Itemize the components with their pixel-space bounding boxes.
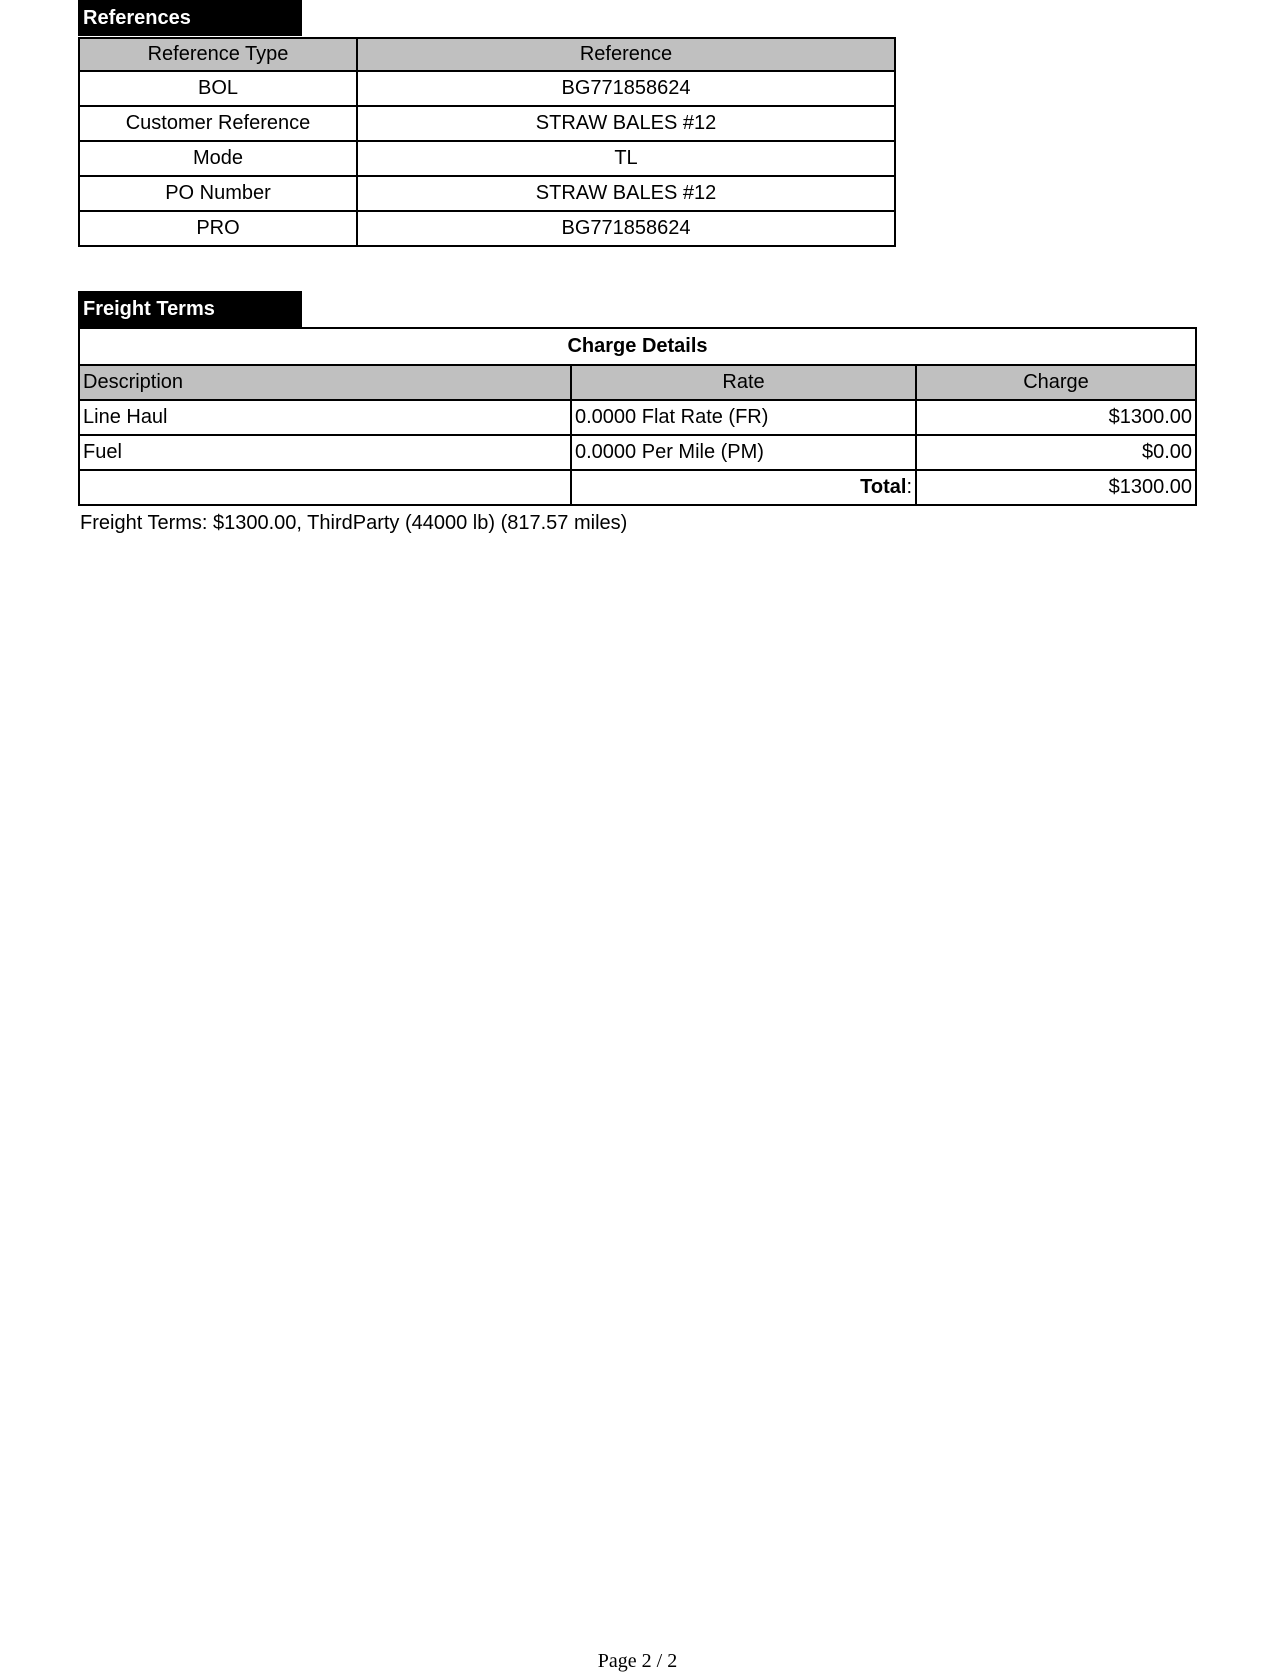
total-value-cell: $1300.00 (916, 470, 1196, 505)
references-section-title: References (78, 0, 302, 36)
column-header-reference-type: Reference Type (79, 38, 357, 71)
total-row (79, 470, 1196, 505)
total-label: Total (860, 476, 907, 498)
reference-type-cell: Mode (79, 141, 357, 176)
charge-amount-cell: $1300.00 (916, 400, 1196, 435)
table-row (79, 400, 1196, 435)
reference-value-cell: STRAW BALES #12 (357, 106, 895, 141)
reference-type-cell: PO Number (79, 176, 357, 211)
reference-value-cell: TL (357, 141, 895, 176)
freight-terms-summary: Freight Terms: $1300.00, ThirdParty (44000 lb) (817.57 miles) (80, 512, 628, 534)
column-header-description: Description (79, 365, 571, 400)
references-header-row (79, 38, 895, 71)
reference-value-cell: BG771858624 (357, 71, 895, 106)
charge-amount-cell: $0.00 (916, 435, 1196, 470)
table-row (79, 176, 895, 211)
page-number: Page 2 / 2 (597, 1650, 678, 1672)
reference-type-cell: Customer Reference (79, 106, 357, 141)
table-row (79, 71, 895, 106)
reference-value-cell: BG771858624 (357, 211, 895, 246)
reference-type-cell: PRO (79, 211, 357, 246)
charge-details-title: Charge Details (79, 328, 1196, 365)
table-row (79, 211, 895, 246)
charge-rate-cell: 0.0000 Per Mile (PM) (571, 435, 916, 470)
freight-terms-section-title: Freight Terms (78, 291, 302, 327)
column-header-reference: Reference (357, 38, 895, 71)
total-label-cell (571, 470, 916, 505)
total-colon: : (906, 476, 912, 498)
charge-details-title-row (79, 328, 1196, 365)
column-header-charge: Charge (916, 365, 1196, 400)
table-row (79, 106, 895, 141)
reference-type-cell: BOL (79, 71, 357, 106)
column-header-rate: Rate (571, 365, 916, 400)
charge-header-row (79, 365, 1196, 400)
charge-details-table (78, 327, 1197, 506)
charge-rate-cell: 0.0000 Flat Rate (FR) (571, 400, 916, 435)
table-row (79, 141, 895, 176)
table-row (79, 435, 1196, 470)
reference-value-cell: STRAW BALES #12 (357, 176, 895, 211)
charge-description-cell: Fuel (79, 435, 571, 470)
references-table (78, 37, 896, 247)
total-empty-cell (79, 470, 571, 505)
charge-description-cell: Line Haul (79, 400, 571, 435)
